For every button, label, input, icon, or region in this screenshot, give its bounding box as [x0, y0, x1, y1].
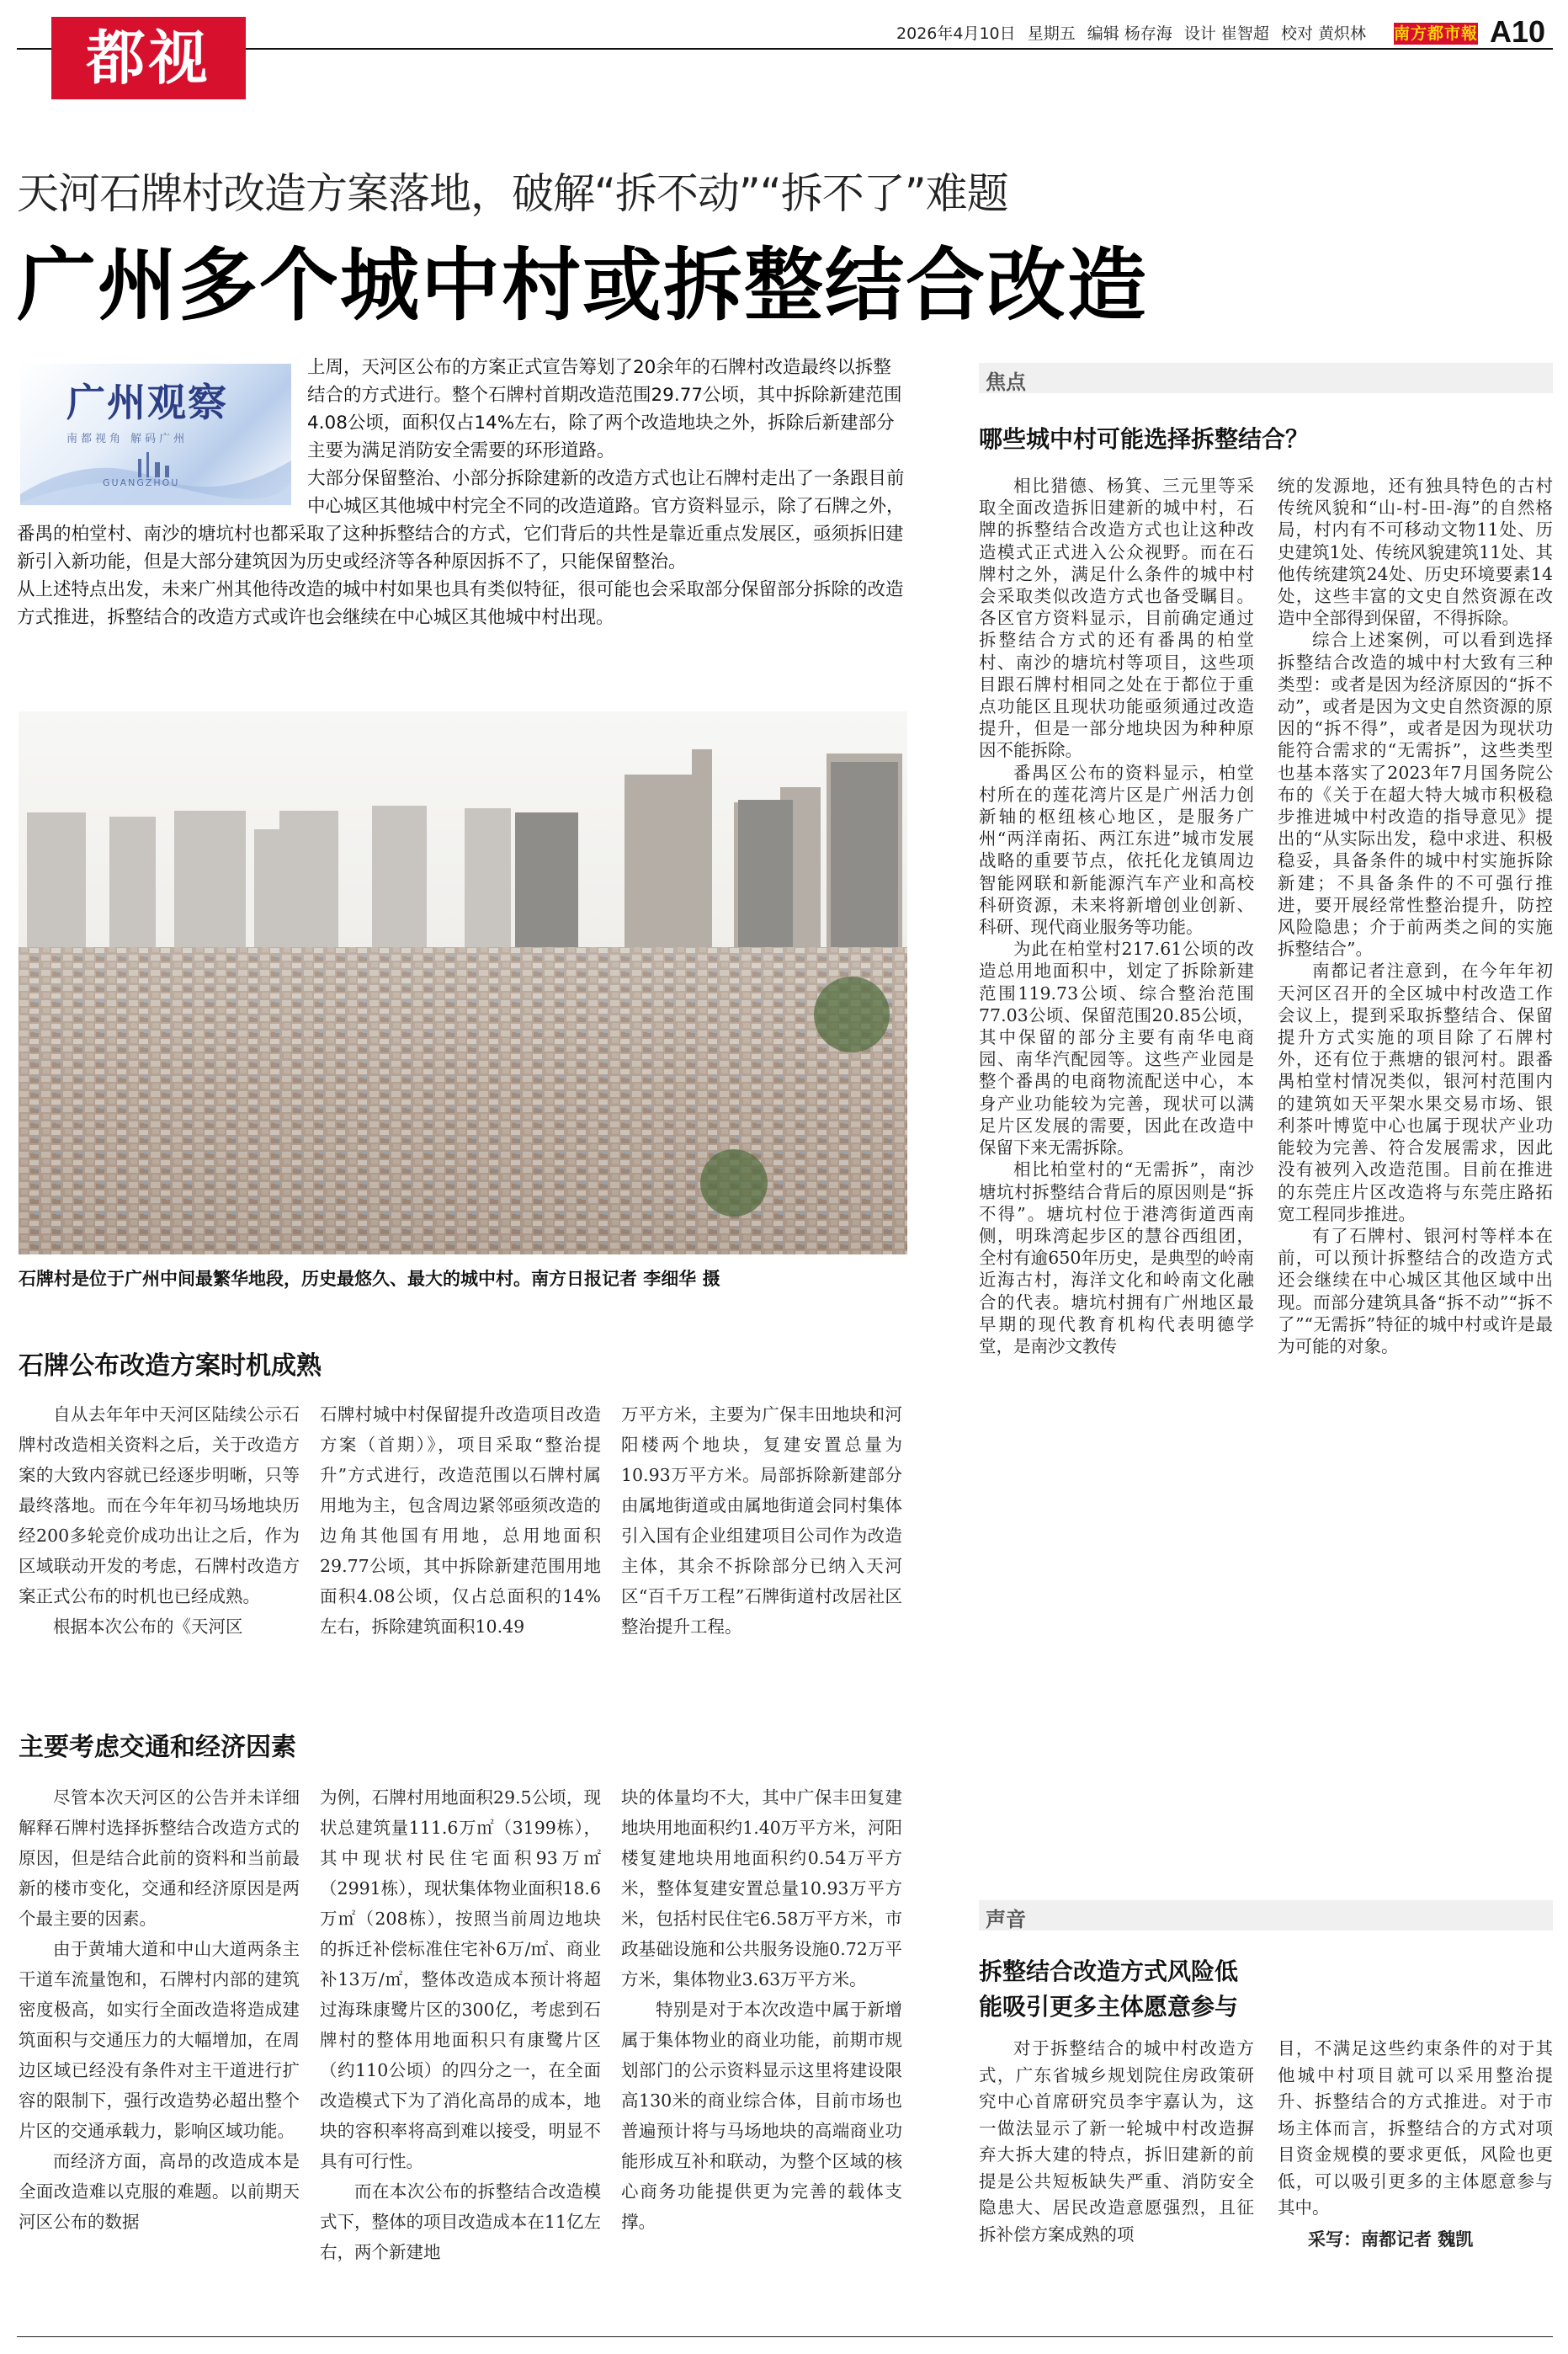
paragraph: 为例，石牌村用地面积29.5公顷，现状总建筑量111.6万㎡（3199栋），其中现状村民住宅面积93万㎡（2991栋），现状集体物业面积18.6万㎡（208栋），按照当前周边地块的拆迁补偿标准住宅补6万/㎡、商业补13万/㎡，整体改造成本预计将超过海珠康鹭片区的300亿，考虑到石牌村的整体用地面积只有康鹭片区（约110公顷）的四分之一，在全面改造模式下为了消化高昂的成本，地块的容积率将高到难以接受，明显不具有可行性。 [320, 1787, 601, 2171]
text-column [1278, 475, 1553, 1357]
header-rule [17, 48, 1553, 50]
paragraph: 目，不满足这些约束条件的对于其他城中村项目就可以采用整治提升、拆整结合的方式推进。对于市场主体而言，拆整结合的方式对项目资金规模的要求更低，风险也更低，可以吸引更多的主体愿意参与其中。 [1278, 2038, 1553, 2218]
photo-caption: 石牌村是位于广州中间最繁华地段，历史最悠久、最大的城中村。南方日报记者 李细华 摄 [19, 1269, 720, 1289]
text-column [979, 475, 1254, 1357]
paragraph: 尽管本次天河区的公告并未详细解释石牌村选择拆整结合改造方式的原因，但是结合此前的资料和当前最新的楼市变化，交通和经济原因是两个最主要的因素。 [19, 1787, 300, 1929]
voice-title-line2: 能吸引更多主体愿意参与 [979, 1993, 1239, 2021]
newspaper-logo: 南方都市報 [1394, 24, 1479, 43]
byline: 采写：南都记者 魏凯 [1308, 2229, 1474, 2250]
focus-band [979, 363, 1553, 393]
paragraph: 相比柏堂村的“无需拆”，南沙塘坑村拆整结合背后的原因则是“拆不得”。塘坑村位于港湾街道西南侧，明珠湾起步区的慧谷西组团，全村有逾650年历史，是典型的岭南近海古村，海洋文化和岭南文化融合的代表。塘坑村拥有广州地区最早期的现代教育机构代表明德学堂，是南沙文教传 [979, 1159, 1254, 1356]
section2-body [19, 1782, 902, 2267]
voice-band [979, 1900, 1553, 1931]
paragraph: 综合上述案例，可以看到选择拆整结合改造的城中村大致有三种类型：或者是因为经济原因的“拆不动”，或者是因为文史自然资源的原因的“拆不得”，或者是因为现状功能符合需求的“无需拆”，这些类型也基本落实了2023年7月国务院公布的《关于在超大特大城市积极稳步推进城中村改造的指导意见》提出的“从实际出发，稳中求进、积极稳妥，具备条件的城中村实施拆除新建；不具备条件的不可强行推进，要开展经常性整治提升，防控风险隐患；介于前两类之间的实施拆整结合”。 [1278, 630, 1553, 960]
column-logo-title: 广州观察 [66, 380, 228, 425]
headline: 广州多个城中村或拆整结合改造 [17, 240, 1149, 332]
section-title: 石牌公布改造方案时机成熟 [19, 1351, 322, 1381]
issue-date: 2026年4月10日 [896, 24, 1016, 43]
paragraph: 由于黄埔大道和中山大道两条主干道车流量饱和，石牌村内部的建筑密度极高，如实行全面改造将造成建筑面积与交通压力的大幅增加，在周边区域已经没有条件对主干道进行扩容的限制下，强行改造势必超出整个片区的交通承载力，影响区域功能。 [19, 1939, 300, 2141]
focus-label: 焦点 [986, 370, 1026, 394]
voice-label: 声音 [986, 1908, 1026, 1931]
paragraph: 根据本次公布的《天河区 [53, 1616, 243, 1637]
paragraph: 统的发源地，还有独具特色的古村传统风貌和“山-村-田-海”的自然格局，村内有不可移动文物11处、历史建筑1处、传统风貌建筑11处、其他传统建筑24处、历史环境要素14处，这些丰富的文史自然资源在改造中全部得到保留，不得拆除。 [1278, 476, 1553, 629]
column-logo-english: GUANGZHOU [103, 477, 180, 488]
page-meta [890, 21, 1366, 44]
paragraph: 自从去年年中天河区陆续公示石牌村改造相关资料之后，关于改造方案的大致内容就已经逐步明晰，只等最终落地。而在今年年初马场地块历经200多轮竞价成功出让之后，作为区域联动开发的考虑，石牌村改造方案正式公布的时机也已经成熟。 [19, 1404, 300, 1606]
text-column [320, 1782, 601, 2267]
paragraph: 为此在柏堂村217.61公顷的改造总用地面积中，划定了拆除新建范围119.73公顷、综合整治范围77.03公顷、保留范围20.85公顷，其中保留的部分主要有南华电商园、南华汽配园等。这些产业园是整个番禺的电商物流配送中心，本身产业功能较为完善，现状可以满足片区发展的需要，因此在改造中保留下来无需拆除。 [979, 939, 1254, 1158]
issue-weekday: 星期五 [1027, 24, 1076, 43]
paragraph: 相比猎德、杨箕、三元里等采取全面改造拆旧建新的城中村，石牌的拆整结合改造方式也让这种改造模式正式进入公众视野。而在石牌村之外，满足什么条件的城中村会采取类似改造方式也备受瞩目。各区官方资料显示，目前确定通过拆整结合方式的还有番禺的柏堂村、南沙的塘坑村等项目，这些项目跟石牌村相同之处在于都位于重点功能区且现状功能亟须通过改造提升，但是一部分地块因为种种原因不能拆除。 [979, 476, 1254, 761]
column-logo-subtitle: 南都视角 解码广州 [66, 433, 189, 445]
paragraph: 有了石牌村、银河村等样本在前，可以预计拆整结合的改造方式还会继续在中心城区其他区域中出现。而部分建筑具备“拆不动”“拆不了”“无需拆”特征的城中村或许是最为可能的对象。 [1278, 1225, 1553, 1356]
text-column [621, 1399, 902, 1642]
shipai-village-photo [19, 711, 907, 1254]
paragraph: 对于拆整结合的城中村改造方式，广东省城乡规划院住房政策研究中心首席研究员李宇嘉认为，这一做法显示了新一轮城中村改造摒弃大拆大建的特点，拆旧建新的前提是公共短板缺失严重、消防安全隐患大、居民改造意愿强烈，且征拆补偿方案成熟的项 [979, 2038, 1254, 2245]
paragraph: 南都记者注意到，在今年年初天河区召开的全区城中村改造工作会议上，提到采取拆整结合、保留提升方式实施的项目除了石牌村外，还有位于燕塘的银河村。跟番禺柏堂村情况类似，银河村范围内的建筑如天平架水果交易市场、银利茶叶博览中心也属于现状产业功能较为完善、符合发展需求，因此没有被列入改造范围。目前在推进的东莞庄片区改造将与东莞庄路拓宽工程同步推进。 [1278, 961, 1553, 1224]
intro-paragraph: 上周，天河区公布的方案正式宣告筹划了20余年的石牌村改造最终以拆整结合的方式进行。整个石牌村首期改造范围29.77公顷，其中拆除新建范围4.08公顷，面积仅占14%左右，除了两个改造地块之外，拆除后新建部分主要为满足消防安全需要的环形道路。 [307, 357, 902, 461]
paragraph: 而经济方面，高昂的改造成本是全面改造难以克服的难题。以前期天河区公布的数据 [19, 2151, 300, 2232]
voice-title-line1: 拆整结合改造方式风险低 [979, 1957, 1239, 1985]
section-brand: 都视 [51, 17, 246, 99]
text-column [1278, 2036, 1553, 2253]
city-photo-graphic [19, 711, 907, 1254]
text-column [979, 2036, 1254, 2253]
text-column [19, 1399, 300, 1642]
focus-body [979, 475, 1553, 1357]
proofreader-credit: 校对 黄炽林 [1280, 24, 1366, 43]
logo-spacer [17, 354, 307, 520]
text-column [19, 1782, 300, 2267]
paragraph: 特别是对于本次改造中属于新增属于集体物业的商业功能，前期市规划部门的公示资料显示这里将建设限高130米的商业综合体，目前市场也普遍预计将与马场地块的高端商业功能形成互补和联动，为整个区域的核心商务功能提供更为完善的载体支撑。 [621, 2000, 902, 2232]
intro-paragraph: 大部分保留整治、小部分拆除建新的改造方式也让石牌村走出了一条跟目前中心城区其他城中村完全不同的改造道路。官方资料显示，除了石牌之外，番禺的柏堂村、南沙的塘坑村也都采取了这种拆整结合的方式，它们背后的共性是靠近重点发展区，亟须拆旧建新引入新功能，但是大部分建筑因为历史或经济等各种原因拆不了，只能保留整治。 [17, 468, 905, 573]
paragraph: 块的体量均不大，其中广保丰田复建地块用地面积约1.40万平方米，河阳楼复建地块用地面积约0.54万平方米，整体复建安置总量10.93万平方米，包括村民住宅6.58万平方米，市政基础设施和公共服务设施0.72万平方米，集体物业3.63万平方米。 [621, 1787, 902, 1989]
paragraph: 万平方米，主要为广保丰田地块和河阳楼两个地块，复建安置总量为10.93万平方米。局部拆除新建部分由属地街道或由属地街道会同村集体引入国有企业组建项目公司作为改造主体，其余不拆除部分已纳入天河区“百千万工程”石牌街道村改居社区整治提升工程。 [621, 1404, 902, 1637]
paragraph: 番禺区公布的资料显示，柏堂村所在的莲花湾片区是广州活力创新轴的枢纽核心地区，是服务广州“两洋南拓、两江东进”城市发展战略的重要节点，依托化龙镇周边智能网联和新能源汽车产业和高校科研资源，未来将新增创业创新、科研、现代商业服务等功能。 [979, 762, 1254, 938]
focus-title: 哪些城中村可能选择拆整结合？ [979, 425, 1310, 453]
kicker: 天河石牌村改造方案落地，破解“拆不动”“拆不了”难题 [17, 169, 1008, 218]
intro-paragraph: 从上述特点出发，未来广州其他待改造的城中村如果也具有类似特征，很可能也会采取部分保留部分拆除的改造方式推进，拆整结合的改造方式或许也会继续在中心城区其他城中村出现。 [17, 579, 904, 628]
section1-body [19, 1399, 902, 1642]
paragraph: 而在本次公布的拆整结合改造模式下，整体的项目改造成本在11亿左右，两个新建地 [320, 2181, 601, 2262]
article-intro [17, 354, 909, 631]
section-title: 主要考虑交通和经济因素 [19, 1733, 296, 1762]
text-column [320, 1399, 601, 1642]
paragraph: 石牌村城中村保留提升改造项目改造方案（首期）》，项目采取“整治提升”方式进行，改造范围以石牌村属用地为主，包含周边紧邻亟须改造的边角其他国有用地，总用地面积29.77公顷，其中拆除新建范围用地面积4.08公顷，仅占总面积的14%左右，拆除建筑面积10.49 [320, 1404, 601, 1637]
designer-credit: 设计 崔智超 [1183, 24, 1269, 43]
voice-body [979, 2036, 1553, 2253]
footer-rule [17, 2336, 1553, 2337]
editor-credit: 编辑 杨存海 [1087, 24, 1172, 43]
page-number: A10 [1490, 14, 1546, 49]
text-column [621, 1782, 902, 2267]
